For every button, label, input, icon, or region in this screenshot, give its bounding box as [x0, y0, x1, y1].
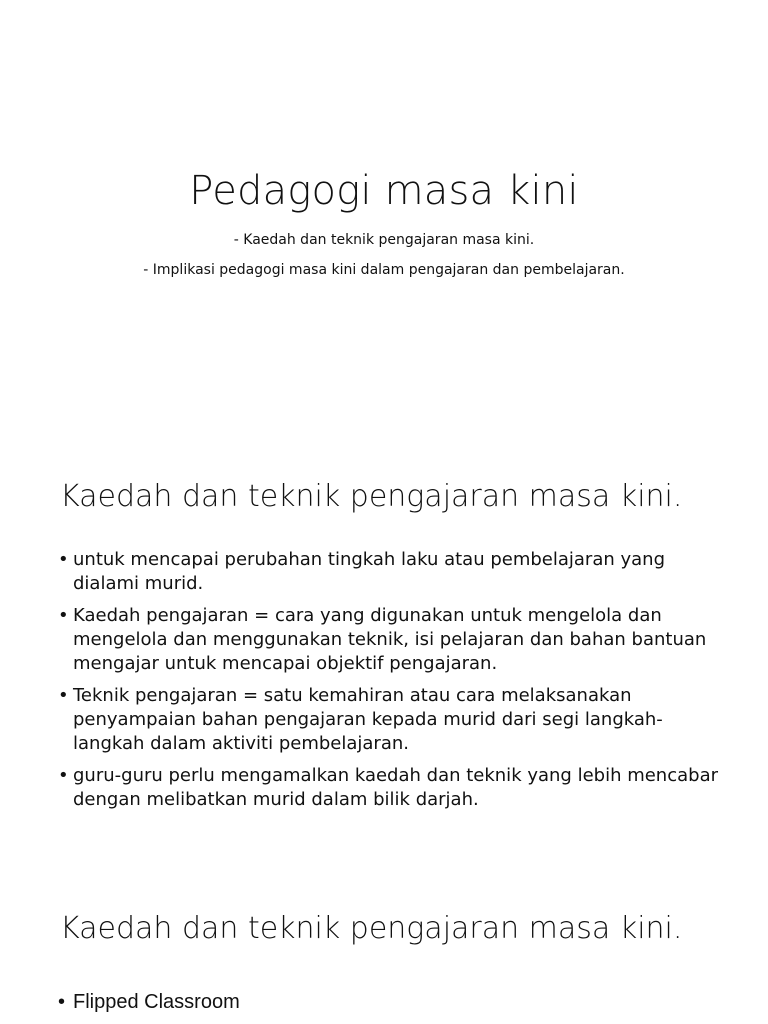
bullet-icon: • [58, 605, 69, 626]
bullet-icon: • [58, 991, 66, 1013]
slide-flipped-classroom [0, 864, 768, 1024]
bullet-text: Kaedah pengajaran = cara yang digunakan untuk mengelola dan mengelola dan menggunakan teknik, isi pelajaran dan bahan bantuan mengajar untuk mencapai objektif pengajaran. [73, 605, 707, 674]
bullet-icon: • [58, 549, 69, 570]
bullet-text: guru-guru perlu mengamalkan kaedah dan teknik yang lebih mencabar dengan melibatkan murid dalam bilik darjah. [73, 765, 719, 810]
slide-subtitle-1: - Kaedah dan teknik pengajaran masa kini. [233, 232, 535, 248]
slide-subtitle-2: - Implikasi pedagogi masa kini dalam pengajaran dan pembelajaran. [143, 262, 625, 278]
bullet-icon: • [58, 685, 69, 706]
slide-heading: Kaedah dan teknik pengajaran masa kini. [60, 911, 683, 946]
slide-main-title: Pedagogi masa kini [189, 168, 579, 214]
bullet-list [58, 548, 718, 820]
slide-title-page [0, 0, 768, 432]
list-item [58, 604, 718, 676]
list-item [58, 548, 718, 596]
bullet-text: Teknik pengajaran = satu kemahiran atau cara melaksanakan penyampaian bahan pengajaran kepada murid dari segi langkah-langkah dalam aktiviti pembelajaran. [73, 685, 663, 754]
slide-heading: Kaedah dan teknik pengajaran masa kini. [60, 479, 683, 514]
bullet-list [58, 990, 718, 1022]
slide-methods [0, 432, 768, 864]
list-item [58, 990, 718, 1014]
bullet-icon: • [58, 765, 69, 786]
bullet-text: untuk mencapai perubahan tingkah laku atau pembelajaran yang dialami murid. [73, 549, 665, 594]
list-item [58, 764, 718, 812]
list-item [58, 684, 718, 756]
bullet-text: Flipped Classroom [73, 991, 240, 1013]
